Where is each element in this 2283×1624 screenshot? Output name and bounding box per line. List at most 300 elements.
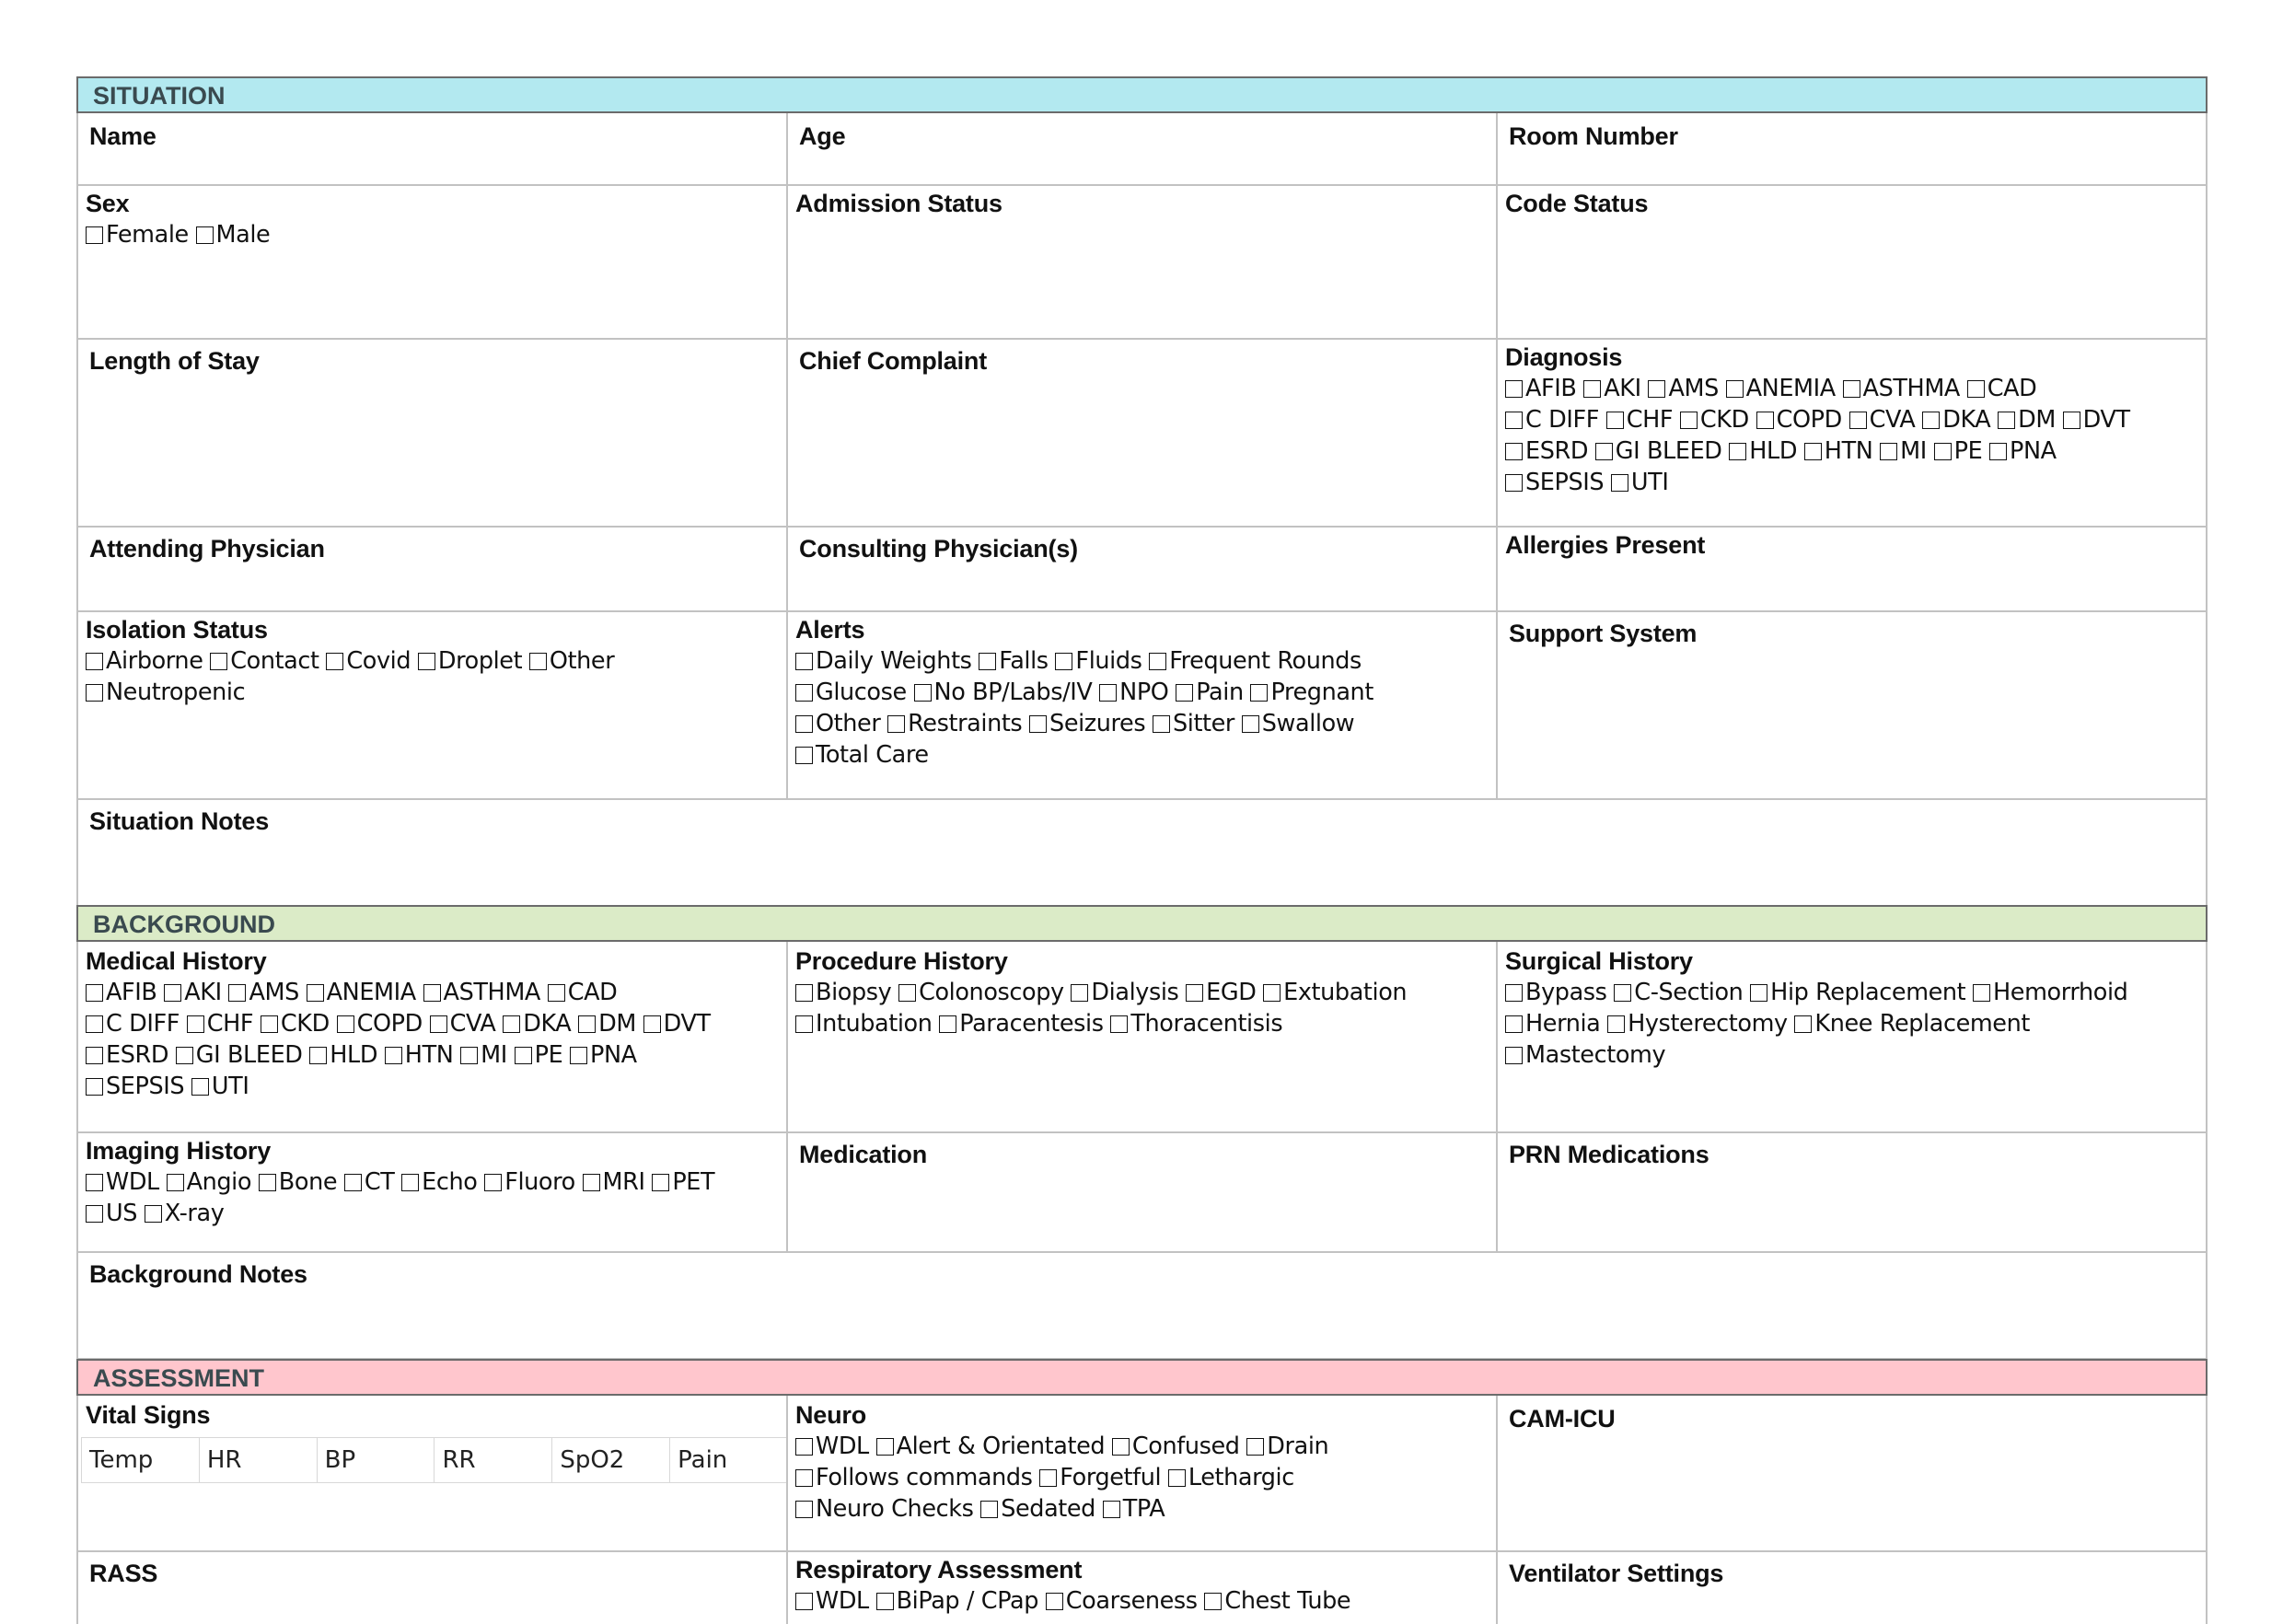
checkbox-option[interactable] bbox=[548, 979, 618, 1006]
checkbox-option[interactable] bbox=[1176, 679, 1244, 706]
checkbox-icon[interactable] bbox=[1263, 984, 1281, 1002]
checkbox-icon[interactable] bbox=[1794, 1015, 1812, 1033]
checkbox-option[interactable] bbox=[795, 1587, 869, 1615]
consulting-physicians-field[interactable] bbox=[786, 526, 1498, 612]
checkbox-icon[interactable] bbox=[1595, 443, 1613, 460]
checkbox-icon[interactable] bbox=[1242, 715, 1259, 733]
checkbox-icon[interactable] bbox=[86, 684, 103, 702]
checkbox-label: PNA bbox=[590, 1041, 637, 1069]
checkbox-option[interactable] bbox=[795, 710, 880, 737]
checkbox-option[interactable] bbox=[570, 1041, 637, 1069]
checkbox-icon[interactable] bbox=[1168, 1469, 1186, 1487]
checkbox-icon[interactable] bbox=[1750, 984, 1767, 1002]
checkbox-icon[interactable] bbox=[1756, 412, 1774, 429]
checkbox-label: WDL bbox=[816, 1433, 869, 1460]
checkbox-option[interactable] bbox=[187, 1010, 253, 1038]
vital-col-pain[interactable]: Pain bbox=[670, 1438, 788, 1483]
checkbox-icon[interactable] bbox=[980, 1501, 998, 1518]
checkbox-option[interactable] bbox=[515, 1041, 563, 1069]
checkbox-icon[interactable] bbox=[86, 1015, 103, 1033]
checkbox-icon[interactable] bbox=[876, 1593, 894, 1610]
checkbox-option[interactable] bbox=[1250, 679, 1373, 706]
checkbox-option[interactable] bbox=[86, 1168, 159, 1196]
checkbox-icon[interactable] bbox=[1046, 1593, 1063, 1610]
checkbox-option[interactable] bbox=[1804, 437, 1873, 465]
checkbox-icon[interactable] bbox=[1606, 412, 1624, 429]
checkbox-icon[interactable] bbox=[1505, 984, 1523, 1002]
checkbox-label: Extubation bbox=[1283, 979, 1408, 1006]
checkbox-icon[interactable] bbox=[529, 653, 547, 670]
checkbox-icon[interactable] bbox=[167, 1174, 184, 1191]
checkbox-label: DKA bbox=[523, 1010, 572, 1038]
checkbox-icon[interactable] bbox=[309, 1047, 327, 1064]
checkbox-option[interactable] bbox=[1149, 647, 1362, 675]
checkbox-icon[interactable] bbox=[570, 1047, 587, 1064]
checkbox-option[interactable] bbox=[1880, 437, 1927, 465]
checkbox-icon[interactable] bbox=[337, 1015, 354, 1033]
checkbox-option[interactable] bbox=[1099, 679, 1168, 706]
checkbox-option[interactable] bbox=[503, 1010, 571, 1038]
checkbox-label: CKD bbox=[1699, 406, 1749, 434]
checkbox-option[interactable] bbox=[795, 1464, 1033, 1491]
checkbox-icon[interactable] bbox=[1505, 1015, 1523, 1033]
checkbox-option[interactable] bbox=[307, 979, 416, 1006]
checkbox-option[interactable] bbox=[259, 1168, 337, 1196]
checkbox-icon[interactable] bbox=[1680, 412, 1698, 429]
checkbox-icon[interactable] bbox=[191, 1078, 209, 1096]
checkbox-icon[interactable] bbox=[1804, 443, 1822, 460]
checkbox-icon[interactable] bbox=[418, 653, 435, 670]
checkbox-label: MI bbox=[1900, 437, 1927, 465]
checkbox-icon[interactable] bbox=[430, 1015, 447, 1033]
checkbox-icon[interactable] bbox=[307, 984, 324, 1002]
prn-medications-label: PRN Medications bbox=[1509, 1141, 1709, 1168]
checkbox-option[interactable] bbox=[1168, 1464, 1294, 1491]
checkbox-option[interactable] bbox=[795, 647, 972, 675]
checkbox-option[interactable] bbox=[418, 647, 522, 675]
checkbox-option[interactable] bbox=[1680, 406, 1749, 434]
checkbox-option[interactable] bbox=[1505, 1010, 1600, 1038]
checkbox-label: Coarseness bbox=[1065, 1587, 1198, 1615]
checkbox-option[interactable] bbox=[795, 979, 891, 1006]
checkbox-option[interactable] bbox=[1046, 1587, 1198, 1615]
checkbox-icon[interactable] bbox=[548, 984, 565, 1002]
checkbox-icon[interactable] bbox=[1112, 1438, 1130, 1456]
checkbox-icon[interactable] bbox=[795, 1593, 813, 1610]
checkbox-option[interactable] bbox=[1071, 979, 1178, 1006]
checkbox-label: Follows commands bbox=[816, 1464, 1033, 1491]
checkbox-option[interactable] bbox=[1967, 375, 2037, 402]
checkbox-icon[interactable] bbox=[1204, 1593, 1222, 1610]
checkbox-icon[interactable] bbox=[176, 1047, 193, 1064]
checkbox-label: UTI bbox=[211, 1073, 249, 1100]
age-field[interactable] bbox=[786, 113, 1498, 186]
checkbox-icon[interactable] bbox=[795, 747, 813, 764]
checkbox-option[interactable] bbox=[795, 1433, 869, 1460]
checkbox-label: Pain bbox=[1196, 679, 1244, 706]
checkbox-option[interactable] bbox=[887, 710, 1022, 737]
checkbox-icon[interactable] bbox=[795, 684, 813, 702]
checkbox-option[interactable] bbox=[1505, 979, 1607, 1006]
vital-col-rr[interactable]: RR bbox=[435, 1438, 552, 1483]
checkbox-icon[interactable] bbox=[86, 1174, 103, 1191]
checkbox-icon[interactable] bbox=[1611, 474, 1628, 492]
vital-col-hr[interactable]: HR bbox=[199, 1438, 317, 1483]
checkbox-label: SEPSIS bbox=[1525, 469, 1605, 496]
checkbox-icon[interactable] bbox=[1250, 684, 1268, 702]
checkbox-option[interactable] bbox=[86, 1200, 137, 1227]
checkbox-option[interactable] bbox=[1989, 437, 2057, 465]
diagnosis-label: Diagnosis bbox=[1505, 343, 1623, 371]
admission-status-field[interactable] bbox=[786, 184, 1498, 340]
checkbox-icon[interactable] bbox=[484, 1174, 502, 1191]
checkbox-option[interactable] bbox=[86, 979, 157, 1006]
checkbox-option[interactable] bbox=[1595, 437, 1722, 465]
checkbox-option[interactable] bbox=[1153, 710, 1234, 737]
chief-complaint-field[interactable] bbox=[786, 338, 1498, 528]
checkbox-icon[interactable] bbox=[1648, 380, 1665, 398]
checkbox-icon[interactable] bbox=[1071, 984, 1088, 1002]
rass-field[interactable] bbox=[76, 1550, 788, 1624]
vital-col-temp[interactable]: Temp bbox=[82, 1438, 200, 1483]
checkbox-label: Hysterectomy bbox=[1628, 1010, 1788, 1038]
checkbox-option[interactable] bbox=[460, 1041, 507, 1069]
checkbox-icon[interactable] bbox=[1505, 443, 1523, 460]
vital-signs-table bbox=[81, 1437, 788, 1483]
checkbox-icon[interactable] bbox=[1055, 653, 1072, 670]
checkbox-option[interactable] bbox=[643, 1010, 711, 1038]
procedure-history-label: Procedure History bbox=[795, 947, 1008, 975]
checkbox-option[interactable] bbox=[795, 741, 929, 769]
checkbox-option[interactable] bbox=[1794, 1010, 2030, 1038]
cam-icu-field[interactable] bbox=[1496, 1396, 2208, 1552]
checkbox-option[interactable] bbox=[876, 1587, 1038, 1615]
code-status-field[interactable] bbox=[1496, 184, 2208, 340]
checkbox-icon[interactable] bbox=[1029, 715, 1047, 733]
checkbox-option[interactable] bbox=[196, 221, 271, 249]
ventilator-settings-field[interactable] bbox=[1496, 1550, 2208, 1624]
allergies-field[interactable] bbox=[1496, 526, 2208, 612]
checkbox-label: Drain bbox=[1267, 1433, 1329, 1460]
checkbox-option[interactable] bbox=[484, 1168, 575, 1196]
checkbox-label: HTN bbox=[404, 1041, 454, 1069]
alerts-label: Alerts bbox=[795, 616, 865, 644]
background-notes-label: Background Notes bbox=[89, 1260, 307, 1288]
checkbox-option[interactable] bbox=[1922, 406, 1990, 434]
checkbox-icon[interactable] bbox=[1505, 380, 1523, 398]
checkbox-label: ASTHMA bbox=[1862, 375, 1960, 402]
checkbox-label: Knee Replacement bbox=[1814, 1010, 2030, 1038]
checkbox-icon[interactable] bbox=[1149, 653, 1166, 670]
checkbox-icon[interactable] bbox=[187, 1015, 204, 1033]
checkbox-icon[interactable] bbox=[145, 1205, 162, 1223]
checkbox-option[interactable] bbox=[337, 1010, 423, 1038]
checkbox-option[interactable] bbox=[210, 647, 319, 675]
diagnosis-options bbox=[1505, 373, 2198, 498]
checkbox-option[interactable] bbox=[1505, 1041, 1665, 1069]
checkbox-icon[interactable] bbox=[86, 1078, 103, 1096]
checkbox-icon[interactable] bbox=[326, 653, 343, 670]
checkbox-label: AMS bbox=[249, 979, 299, 1006]
checkbox-label: Seizures bbox=[1049, 710, 1146, 737]
background-notes-field[interactable] bbox=[76, 1251, 2208, 1360]
checkbox-icon[interactable] bbox=[1614, 984, 1631, 1002]
checkbox-option[interactable] bbox=[1998, 406, 2056, 434]
checkbox-icon[interactable] bbox=[1099, 684, 1117, 702]
checkbox-label: Other bbox=[816, 710, 881, 737]
checkbox-option[interactable] bbox=[145, 1200, 225, 1227]
checkbox-icon[interactable] bbox=[1176, 684, 1193, 702]
checkbox-option[interactable] bbox=[164, 979, 222, 1006]
checkbox-icon[interactable] bbox=[86, 226, 103, 244]
checkbox-label: AKI bbox=[1604, 375, 1641, 402]
checkbox-option[interactable] bbox=[795, 679, 907, 706]
support-system-field[interactable] bbox=[1496, 610, 2208, 800]
rass-label: RASS bbox=[89, 1560, 158, 1587]
checkbox-icon[interactable] bbox=[1967, 380, 1985, 398]
checkbox-option[interactable] bbox=[344, 1168, 395, 1196]
checkbox-icon[interactable] bbox=[1726, 380, 1744, 398]
checkbox-option[interactable] bbox=[980, 1495, 1095, 1523]
checkbox-option[interactable] bbox=[1263, 979, 1407, 1006]
checkbox-option[interactable] bbox=[1934, 437, 1983, 465]
neuro-field bbox=[786, 1396, 1498, 1552]
checkbox-option[interactable] bbox=[191, 1073, 249, 1100]
checkbox-label: WDL bbox=[106, 1168, 159, 1196]
checkbox-option[interactable] bbox=[1029, 710, 1145, 737]
checkbox-icon[interactable] bbox=[1607, 1015, 1625, 1033]
checkbox-icon[interactable] bbox=[1505, 474, 1523, 492]
checkbox-option[interactable] bbox=[423, 979, 540, 1006]
checkbox-icon[interactable] bbox=[652, 1174, 669, 1191]
room-number-field[interactable] bbox=[1496, 113, 2208, 186]
checkbox-icon[interactable] bbox=[1880, 443, 1897, 460]
checkbox-icon[interactable] bbox=[939, 1015, 956, 1033]
checkbox-icon[interactable] bbox=[515, 1047, 532, 1064]
neuro-label: Neuro bbox=[795, 1401, 867, 1429]
checkbox-option[interactable] bbox=[1729, 437, 1797, 465]
checkbox-option[interactable] bbox=[578, 1010, 636, 1038]
checkbox-option[interactable] bbox=[1055, 647, 1142, 675]
checkbox-icon[interactable] bbox=[1843, 380, 1860, 398]
checkbox-option[interactable] bbox=[1039, 1464, 1161, 1491]
checkbox-label: Neuro Checks bbox=[816, 1495, 974, 1523]
checkbox-label: Intubation bbox=[816, 1010, 933, 1038]
checkbox-icon[interactable] bbox=[578, 1015, 596, 1033]
length-of-stay-field[interactable] bbox=[76, 338, 788, 528]
checkbox-option[interactable] bbox=[1614, 979, 1743, 1006]
checkbox-label: Hip Replacement bbox=[1770, 979, 1966, 1006]
checkbox-label: MI bbox=[481, 1041, 507, 1069]
checkbox-option[interactable] bbox=[167, 1168, 251, 1196]
procedure-history-field bbox=[786, 942, 1498, 1133]
attending-physician-field[interactable] bbox=[76, 526, 788, 612]
length-of-stay-label: Length of Stay bbox=[89, 347, 260, 375]
checkbox-option[interactable] bbox=[1607, 1010, 1788, 1038]
checkbox-label: PE bbox=[1953, 437, 1983, 465]
checkbox-icon[interactable] bbox=[261, 1015, 278, 1033]
checkbox-icon[interactable] bbox=[401, 1174, 419, 1191]
checkbox-icon[interactable] bbox=[210, 653, 227, 670]
checkbox-option[interactable] bbox=[898, 979, 1064, 1006]
checkbox-option[interactable] bbox=[1750, 979, 1965, 1006]
checkbox-option[interactable] bbox=[1606, 406, 1673, 434]
checkbox-option[interactable] bbox=[1648, 375, 1718, 402]
checkbox-icon[interactable] bbox=[423, 984, 441, 1002]
checkbox-option[interactable] bbox=[652, 1168, 714, 1196]
checkbox-icon[interactable] bbox=[503, 1015, 520, 1033]
checkbox-icon[interactable] bbox=[876, 1438, 894, 1456]
checkbox-icon[interactable] bbox=[898, 984, 916, 1002]
isolation-status-field bbox=[76, 610, 788, 800]
checkbox-option[interactable] bbox=[176, 1041, 303, 1069]
checkbox-option[interactable] bbox=[385, 1041, 454, 1069]
checkbox-icon[interactable] bbox=[795, 653, 813, 670]
checkbox-icon[interactable] bbox=[228, 984, 246, 1002]
checkbox-icon[interactable] bbox=[643, 1015, 661, 1033]
checkbox-icon[interactable] bbox=[795, 1015, 813, 1033]
checkbox-icon[interactable] bbox=[979, 653, 996, 670]
checkbox-icon[interactable] bbox=[1505, 1047, 1523, 1064]
checkbox-option[interactable] bbox=[914, 679, 1093, 706]
checkbox-icon[interactable] bbox=[1039, 1469, 1057, 1487]
name-label: Name bbox=[89, 122, 156, 150]
checkbox-option[interactable] bbox=[401, 1168, 477, 1196]
checkbox-option[interactable] bbox=[1186, 979, 1256, 1006]
checkbox-icon[interactable] bbox=[1989, 443, 2007, 460]
checkbox-option[interactable] bbox=[1973, 979, 2127, 1006]
checkbox-option[interactable] bbox=[309, 1041, 377, 1069]
checkbox-icon[interactable] bbox=[795, 1438, 813, 1456]
checkbox-icon[interactable] bbox=[86, 984, 103, 1002]
checkbox-icon[interactable] bbox=[385, 1047, 402, 1064]
chief-complaint-label: Chief Complaint bbox=[799, 347, 987, 375]
checkbox-option[interactable] bbox=[228, 979, 298, 1006]
checkbox-icon[interactable] bbox=[2063, 412, 2080, 429]
vital-signs-label: Vital Signs bbox=[86, 1401, 211, 1429]
checkbox-label: CAD bbox=[1987, 375, 2037, 402]
checkbox-icon[interactable] bbox=[1186, 984, 1203, 1002]
checkbox-icon[interactable] bbox=[344, 1174, 362, 1191]
vital-col-bp[interactable]: BP bbox=[317, 1438, 435, 1483]
checkbox-icon[interactable] bbox=[460, 1047, 478, 1064]
checkbox-label: CHF bbox=[206, 1010, 254, 1038]
checkbox-option[interactable] bbox=[2063, 406, 2130, 434]
checkbox-option[interactable] bbox=[1112, 1433, 1240, 1460]
checkbox-option[interactable] bbox=[86, 679, 245, 706]
checkbox-option[interactable] bbox=[939, 1010, 1103, 1038]
checkbox-option[interactable] bbox=[430, 1010, 496, 1038]
checkbox-icon[interactable] bbox=[86, 653, 103, 670]
checkbox-icon[interactable] bbox=[1934, 443, 1952, 460]
checkbox-option[interactable] bbox=[1583, 375, 1641, 402]
checkbox-option[interactable] bbox=[1849, 406, 1916, 434]
checkbox-label: Daily Weights bbox=[816, 647, 972, 675]
checkbox-icon[interactable] bbox=[914, 684, 932, 702]
checkbox-icon[interactable] bbox=[1110, 1015, 1128, 1033]
checkbox-option[interactable] bbox=[261, 1010, 330, 1038]
cam-icu-label: CAM-ICU bbox=[1509, 1405, 1616, 1433]
vital-col-spo2[interactable]: SpO2 bbox=[552, 1438, 670, 1483]
checkbox-label: Fluoro bbox=[504, 1168, 575, 1196]
checkbox-option[interactable] bbox=[795, 1010, 933, 1038]
prn-medications-field[interactable] bbox=[1496, 1131, 2208, 1253]
checkbox-option[interactable] bbox=[876, 1433, 1106, 1460]
checkbox-icon[interactable] bbox=[86, 1047, 103, 1064]
checkbox-icon[interactable] bbox=[1849, 412, 1867, 429]
checkbox-icon[interactable] bbox=[1973, 984, 1990, 1002]
checkbox-icon[interactable] bbox=[1998, 412, 2015, 429]
name-field[interactable] bbox=[76, 113, 788, 186]
checkbox-icon[interactable] bbox=[196, 226, 214, 244]
checkbox-option[interactable] bbox=[1505, 469, 1604, 496]
checkbox-option[interactable] bbox=[1242, 710, 1355, 737]
checkbox-icon[interactable] bbox=[1153, 715, 1170, 733]
checkbox-option[interactable] bbox=[1505, 375, 1577, 402]
checkbox-icon[interactable] bbox=[1246, 1438, 1264, 1456]
checkbox-option[interactable] bbox=[86, 1041, 168, 1069]
situation-notes-field[interactable] bbox=[76, 798, 2208, 907]
checkbox-label: Mastectomy bbox=[1525, 1041, 1666, 1069]
alerts-options bbox=[795, 645, 1489, 771]
checkbox-icon[interactable] bbox=[583, 1174, 600, 1191]
checkbox-label: TPA bbox=[1122, 1495, 1165, 1523]
respiratory-assessment-label: Respiratory Assessment bbox=[795, 1556, 1083, 1583]
checkbox-option[interactable] bbox=[979, 647, 1048, 675]
checkbox-option[interactable] bbox=[1110, 1010, 1282, 1038]
checkbox-icon[interactable] bbox=[164, 984, 181, 1002]
checkbox-option[interactable] bbox=[1505, 406, 1599, 434]
checkbox-icon[interactable] bbox=[1103, 1501, 1120, 1518]
checkbox-option[interactable] bbox=[1756, 406, 1842, 434]
checkbox-option[interactable] bbox=[1246, 1433, 1328, 1460]
checkbox-option[interactable] bbox=[529, 647, 614, 675]
medication-field[interactable] bbox=[786, 1131, 1498, 1253]
checkbox-label: Contact bbox=[230, 647, 319, 675]
checkbox-option[interactable] bbox=[583, 1168, 645, 1196]
checkbox-icon[interactable] bbox=[795, 984, 813, 1002]
checkbox-option[interactable] bbox=[1103, 1495, 1165, 1523]
checkbox-option[interactable] bbox=[326, 647, 411, 675]
checkbox-icon[interactable] bbox=[795, 1501, 813, 1518]
checkbox-option[interactable] bbox=[1505, 437, 1588, 465]
checkbox-option[interactable] bbox=[1726, 375, 1836, 402]
checkbox-icon[interactable] bbox=[795, 1469, 813, 1487]
code-status-label: Code Status bbox=[1505, 190, 1649, 217]
checkbox-option[interactable] bbox=[1843, 375, 1960, 402]
checkbox-option[interactable] bbox=[86, 647, 203, 675]
checkbox-label: Paracentesis bbox=[959, 1010, 1104, 1038]
checkbox-icon[interactable] bbox=[259, 1174, 276, 1191]
checkbox-icon[interactable] bbox=[1922, 412, 1940, 429]
medical-history-label: Medical History bbox=[86, 947, 267, 975]
checkbox-icon[interactable] bbox=[86, 1205, 103, 1223]
checkbox-option[interactable] bbox=[1611, 469, 1669, 496]
checkbox-label: DVT bbox=[663, 1010, 711, 1038]
checkbox-label: Female bbox=[106, 221, 189, 249]
checkbox-icon[interactable] bbox=[1583, 380, 1601, 398]
checkbox-option[interactable] bbox=[86, 1010, 180, 1038]
checkbox-icon[interactable] bbox=[1505, 412, 1523, 429]
checkbox-option[interactable] bbox=[1204, 1587, 1350, 1615]
situation-notes-label: Situation Notes bbox=[89, 807, 270, 835]
checkbox-icon[interactable] bbox=[795, 715, 813, 733]
checkbox-icon[interactable] bbox=[887, 715, 905, 733]
checkbox-option[interactable] bbox=[86, 1073, 184, 1100]
checkbox-option[interactable] bbox=[795, 1495, 973, 1523]
checkbox-option[interactable] bbox=[86, 221, 189, 249]
checkbox-icon[interactable] bbox=[1729, 443, 1746, 460]
